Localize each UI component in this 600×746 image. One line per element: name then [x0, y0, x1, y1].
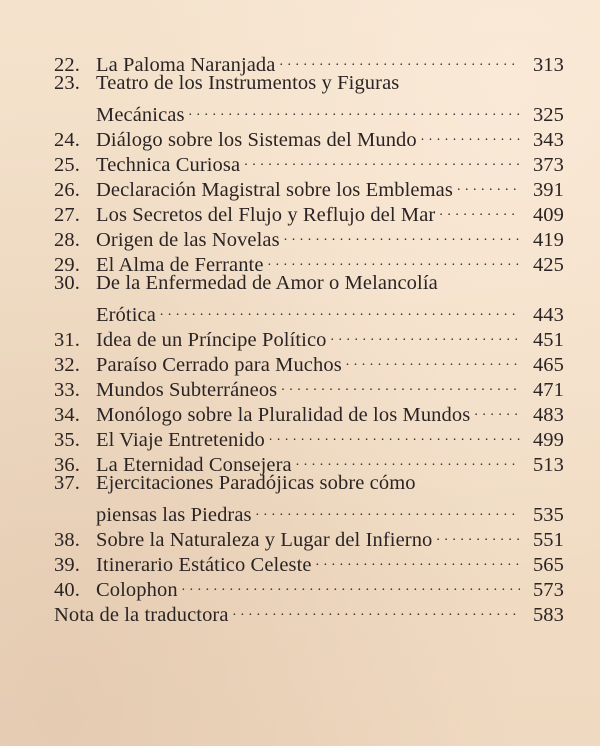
toc-entry — [54, 421, 564, 451]
toc-entry — [54, 321, 564, 351]
toc-entry — [54, 71, 564, 126]
dot-leader — [439, 196, 520, 221]
toc-entry-title: La Paloma Naranjada — [96, 54, 276, 76]
toc-entry-number: 37. — [54, 472, 80, 494]
toc-entry-page: 409 — [532, 204, 564, 226]
toc-entry-title: Teatro de los Instrumentos y Figuras — [96, 72, 400, 94]
toc-entry — [54, 521, 564, 551]
toc-entry — [54, 471, 564, 526]
toc-entry-title: piensas las Piedras — [96, 504, 252, 526]
toc-entry-page: 465 — [532, 354, 564, 376]
toc-entry-title: Los Secretos del Flujo y Reflujo del Mar — [96, 204, 436, 226]
toc-entry-number: 31. — [54, 329, 80, 351]
toc-entry — [54, 271, 564, 326]
toc-entry-page: 443 — [532, 304, 564, 326]
toc-entry-title: El Viaje Entretenido — [96, 429, 265, 451]
toc-entry-page: 471 — [532, 379, 564, 401]
toc-entry-number: 29. — [54, 254, 80, 276]
toc-entry-page: 483 — [532, 404, 564, 426]
toc-entry-title: Colophon — [96, 579, 178, 601]
toc-entry — [54, 371, 564, 401]
toc-entry-page: 343 — [532, 129, 564, 151]
toc-entry-number: 40. — [54, 579, 80, 601]
toc-entry-page: 551 — [532, 529, 564, 551]
toc-entry-number: 34. — [54, 404, 80, 426]
toc-entry — [54, 446, 564, 476]
toc-entry-title: Diálogo sobre los Sistemas del Mundo — [96, 129, 417, 151]
toc-entry — [54, 121, 564, 151]
dot-leader — [269, 421, 520, 446]
dot-leader — [436, 521, 520, 546]
dot-leader — [457, 171, 520, 196]
toc-entry-title: Mecánicas — [96, 104, 185, 126]
toc-entry-page: 535 — [532, 504, 564, 526]
toc-entry-title: Sobre la Naturaleza y Lugar del Infierno — [96, 529, 433, 551]
toc-entry — [54, 571, 564, 601]
dot-leader — [233, 596, 520, 621]
toc-entry-title: Origen de las Novelas — [96, 229, 280, 251]
toc-entry-number: 39. — [54, 554, 80, 576]
toc-entry-page: 313 — [532, 54, 564, 76]
toc-entry-translator-note — [54, 596, 564, 626]
toc-entry-title: El Alma de Ferrante — [96, 254, 264, 276]
toc-entry — [54, 246, 564, 276]
toc-entry — [54, 221, 564, 251]
table-of-contents — [54, 46, 564, 626]
toc-entry-title: Technica Curiosa — [96, 154, 241, 176]
dot-leader — [160, 296, 520, 321]
toc-entry-number: 22. — [54, 54, 80, 76]
toc-entry-page: 425 — [532, 254, 564, 276]
dot-leader — [256, 496, 520, 521]
toc-entry-title: Mundos Subterráneos — [96, 379, 278, 401]
toc-entry-page: 391 — [532, 179, 564, 201]
toc-entry-number: 26. — [54, 179, 80, 201]
dot-leader — [474, 396, 520, 421]
toc-entry-number: 36. — [54, 454, 80, 476]
toc-entry-title: Ejercitaciones Paradójicas sobre cómo — [96, 472, 416, 494]
toc-entry-page: 325 — [532, 104, 564, 126]
toc-entry-page: 565 — [532, 554, 564, 576]
toc-entry-title: Monólogo sobre la Pluralidad de los Mundos — [96, 404, 471, 426]
toc-entry-number: 23. — [54, 72, 80, 94]
toc-entry — [54, 196, 564, 226]
dot-leader — [296, 446, 520, 471]
dot-leader — [182, 571, 520, 596]
toc-entry-title: La Eternidad Consejera — [96, 454, 292, 476]
toc-entry-page: 573 — [532, 579, 564, 601]
toc-entry-title: Erótica — [96, 304, 156, 326]
toc-entry — [54, 171, 564, 201]
dot-leader — [244, 146, 520, 171]
toc-entry-number: 32. — [54, 354, 80, 376]
toc-entry — [54, 546, 564, 576]
toc-entry-title: Idea de un Príncipe Político — [96, 329, 327, 351]
toc-entry-number: 30. — [54, 272, 80, 294]
toc-entry — [54, 396, 564, 426]
toc-entry — [54, 146, 564, 176]
dot-leader — [189, 96, 520, 121]
toc-entry-number: 24. — [54, 129, 80, 151]
toc-entry-page: 583 — [532, 604, 564, 626]
dot-leader — [316, 546, 520, 571]
toc-entry-number: 35. — [54, 429, 80, 451]
dot-leader — [421, 121, 520, 146]
toc-entry-number: 28. — [54, 229, 80, 251]
dot-leader — [346, 346, 520, 371]
dot-leader — [331, 321, 520, 346]
dot-leader — [279, 46, 520, 71]
toc-entry-title: Nota de la traductora — [54, 604, 229, 626]
toc-entry — [54, 46, 564, 76]
toc-entry-title: Declaración Magistral sobre los Emblemas — [96, 179, 453, 201]
toc-entry-page: 373 — [532, 154, 564, 176]
toc-entry-page: 419 — [532, 229, 564, 251]
toc-entry — [54, 346, 564, 376]
toc-entry-number: 25. — [54, 154, 80, 176]
dot-leader — [284, 221, 520, 246]
toc-entry-number: 33. — [54, 379, 80, 401]
toc-entry-page: 499 — [532, 429, 564, 451]
dot-leader — [268, 246, 520, 271]
toc-entry-title: Paraíso Cerrado para Muchos — [96, 354, 342, 376]
dot-leader — [281, 371, 520, 396]
toc-entry-page: 451 — [532, 329, 564, 351]
toc-entry-title: Itinerario Estático Celeste — [96, 554, 312, 576]
toc-entry-page: 513 — [532, 454, 564, 476]
toc-entry-number: 27. — [54, 204, 80, 226]
toc-entry-title: De la Enfermedad de Amor o Melancolía — [96, 272, 438, 294]
toc-entry-number: 38. — [54, 529, 80, 551]
